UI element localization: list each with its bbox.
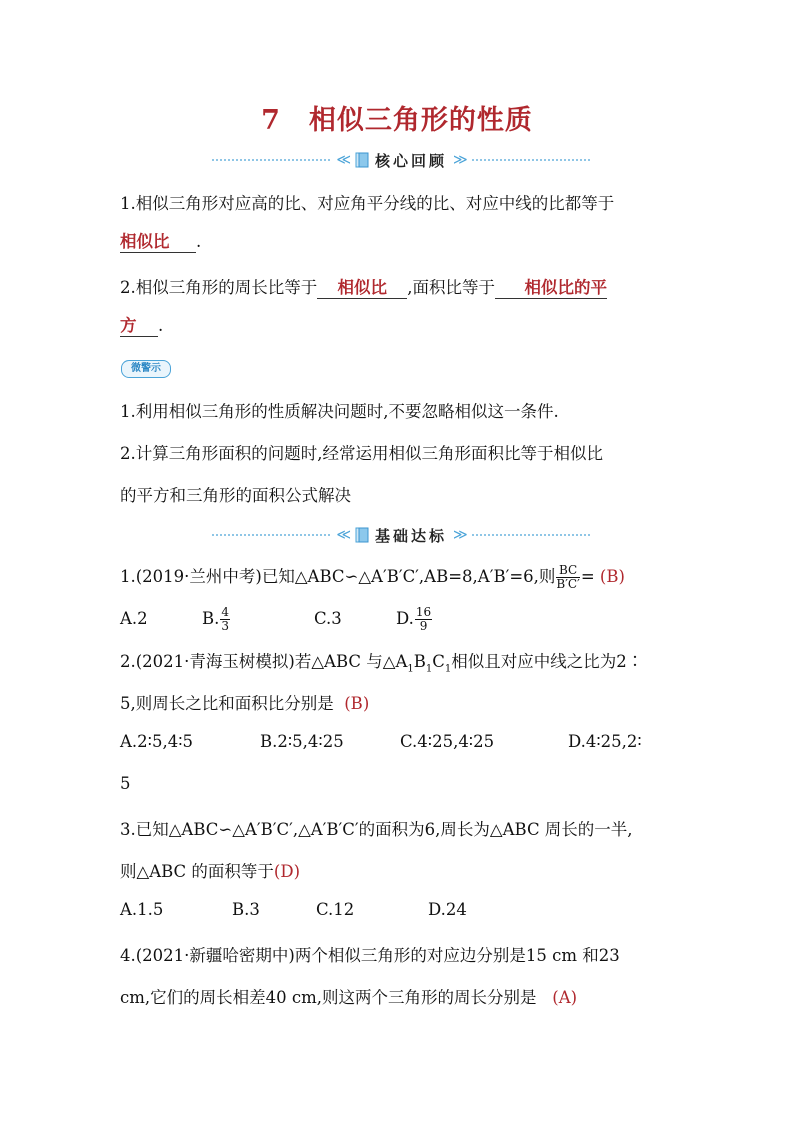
question-2-option-d-cont: 5 [120, 774, 131, 793]
dotted-divider [212, 159, 330, 161]
dotted-divider [472, 159, 590, 161]
section-header-core-review [212, 150, 590, 170]
review-item-2-cont: 方 . [120, 316, 164, 335]
option-d: D.24 [428, 900, 467, 919]
option-a: A.2∶5,4∶5 [120, 732, 193, 751]
dotted-divider [212, 534, 330, 536]
answer-blank: 相似比 [317, 278, 407, 299]
answer-blank: 相似比的平 [495, 278, 607, 299]
question-2-line-2: 5,则周长之比和面积比分别是 (B) [120, 694, 370, 713]
answer: (D) [273, 862, 301, 881]
question-3-options [120, 900, 467, 919]
page-title [0, 98, 794, 137]
double-chevron-left-icon: ≪ [336, 152, 349, 168]
tip-line-2: 2.计算三角形面积的问题时,经常运用相似三角形面积比等于相似比 [120, 444, 603, 463]
option-a: A.1.5 [120, 900, 164, 919]
option-c: C.3 [314, 609, 342, 628]
review-item-1-answer-line: 相似比 . [120, 232, 202, 251]
fraction: $\frac{4}{3}$ [221, 605, 230, 633]
double-chevron-left-icon: ≪ [336, 527, 349, 543]
tip-line-1: 1.利用相似三角形的性质解决问题时,不要忽略相似这一条件. [120, 402, 559, 421]
option-c: C.4∶25,4∶25 [400, 732, 495, 751]
option-a: A.2 [120, 609, 148, 628]
question-3: 3.已知△ABC∽△A′B′C′,△A′B′C′的面积为6,周长为△ABC 周长的一半, [120, 820, 633, 839]
book-icon [355, 152, 369, 168]
double-chevron-right-icon: ≫ [453, 527, 466, 543]
answer: (B) [344, 694, 370, 713]
section-header-basic [212, 525, 590, 545]
option-d: D. $\frac{16}{9}$ [396, 605, 432, 633]
question-4: 4.(2021·新疆哈密期中)两个相似三角形的对应边分别是15 cm 和23 [120, 946, 620, 965]
question-4-line-2: cm,它们的周长相差40 cm,则这两个三角形的周长分别是 (A) [120, 988, 578, 1007]
option-b: B.2∶5,4∶25 [260, 732, 344, 751]
question-1-options [120, 606, 433, 633]
option-b: B.3 [232, 900, 260, 919]
section-number: 7 [261, 105, 281, 136]
tip-line-3: 的平方和三角形的面积公式解决 [120, 486, 351, 505]
fraction: $\frac{BC}{B'C'}$ [556, 563, 580, 591]
option-d: D.4∶25,2∶ [568, 732, 642, 751]
question-1: 1.(2019·兰州中考)已知△ABC∽△A′B′C′,AB=8,A′B′=6,则 $\frac{BC}{B'C'}$ = (B) [120, 563, 625, 591]
title-text: 相似三角形的性质 [308, 105, 533, 136]
answer: (A) [552, 988, 578, 1007]
option-c: C.12 [316, 900, 355, 919]
question-2: 2.(2021·青海玉树模拟)若△ABC 与$\triangle A_1B_1C_1$相似且对应中线之比为2∶ [120, 652, 644, 675]
review-item-2: 2.相似三角形的周长比等于 相似比 ,面积比等于 相似比的平 [120, 278, 607, 297]
option-b: B. $\frac{4}{3}$ [202, 605, 230, 633]
double-chevron-right-icon: ≫ [453, 152, 466, 168]
fraction: $\frac{16}{9}$ [415, 605, 432, 633]
dotted-divider [472, 534, 590, 536]
question-3-line-2: 则△ABC 的面积等于(D) [120, 862, 301, 881]
section-label: 核心回顾 [375, 151, 448, 170]
question-2-options [120, 732, 642, 751]
answer-blank: 相似比 [120, 232, 196, 253]
answer: (B) [599, 567, 625, 586]
warning-badge: 微警示 [121, 360, 171, 378]
review-item-1: 1.相似三角形对应高的比、对应角平分线的比、对应中线的比都等于 [120, 194, 615, 213]
section-label: 基础达标 [375, 526, 448, 545]
book-icon [355, 527, 369, 543]
answer-blank: 方 [120, 316, 158, 337]
